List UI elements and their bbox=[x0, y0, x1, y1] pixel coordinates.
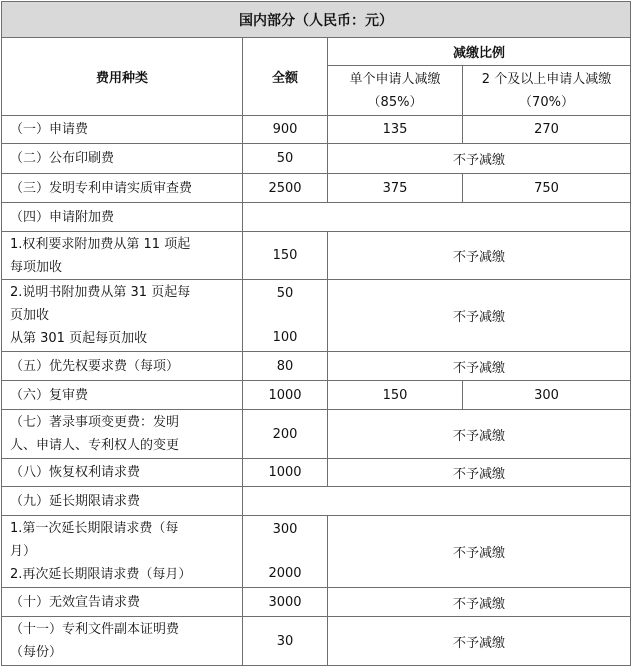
row-category-line1: 2.说明书附加费从第 31 页起每 bbox=[10, 285, 191, 300]
row-category: （五）优先权要求费（每项） bbox=[2, 352, 243, 381]
row-amount: 1000 bbox=[243, 459, 328, 487]
row-category-line2: 每项加收 bbox=[10, 259, 63, 275]
row-category-line2: 月） bbox=[10, 544, 37, 559]
row-category: （三）发明专利申请实质审查费 bbox=[2, 174, 243, 203]
table-row bbox=[2, 144, 631, 174]
row-amount: 200 bbox=[243, 410, 328, 459]
row-multi-reduction: 300 bbox=[463, 381, 631, 410]
row-category-line1: （十一）专利文件副本证明费 bbox=[10, 622, 180, 637]
title-row bbox=[2, 2, 631, 38]
header-single-line1: 单个申请人减缴 bbox=[349, 71, 441, 87]
header-multi-applicant bbox=[463, 66, 631, 116]
no-reduction-cell: 不予减缴 bbox=[328, 352, 631, 381]
row-category: （六）复审费 bbox=[2, 381, 243, 410]
table-row bbox=[2, 410, 631, 459]
row-category bbox=[2, 232, 243, 280]
row-amount: 2500 bbox=[243, 174, 328, 203]
header-single-applicant bbox=[328, 66, 463, 116]
row-category: （十）无效宣告请求费 bbox=[2, 588, 243, 617]
table-row bbox=[2, 459, 631, 487]
row-category bbox=[2, 410, 243, 459]
row-amount: 80 bbox=[243, 352, 328, 381]
fee-table bbox=[1, 1, 631, 666]
table-row bbox=[2, 232, 631, 280]
row-category-line3: 从第 301 页起每页加收 bbox=[10, 331, 148, 346]
no-reduction-cell: 不予减缴 bbox=[328, 459, 631, 487]
row-category bbox=[2, 516, 243, 588]
table-row bbox=[2, 280, 631, 352]
row-amount: 150 bbox=[243, 232, 328, 280]
row-amount bbox=[243, 280, 328, 352]
row-amount: 50 bbox=[243, 144, 328, 174]
row-category: （一）申请费 bbox=[2, 116, 243, 144]
row-category-line1: 1.权利要求附加费从第 11 项起 bbox=[10, 236, 191, 252]
row-single-reduction: 135 bbox=[328, 116, 463, 144]
table-row bbox=[2, 487, 631, 516]
header-reduction: 减缴比例 bbox=[328, 38, 631, 66]
row-single-reduction: 150 bbox=[328, 381, 463, 410]
header-row-1 bbox=[2, 38, 631, 66]
no-reduction-cell: 不予减缴 bbox=[328, 617, 631, 666]
no-reduction-cell: 不予减缴 bbox=[328, 144, 631, 174]
row-amount: 3000 bbox=[243, 588, 328, 617]
header-multi-line1: 2 个及以上申请人减缴 bbox=[481, 71, 612, 87]
row-category: （四）申请附加费 bbox=[2, 203, 243, 232]
header-multi-line2: （70%） bbox=[519, 94, 574, 110]
row-category-line1: （七）著录事项变更费：发明 bbox=[10, 415, 180, 430]
empty-cell bbox=[243, 487, 631, 516]
row-category: （九）延长期限请求费 bbox=[2, 487, 243, 516]
no-reduction-cell: 不予减缴 bbox=[328, 232, 631, 280]
row-category-line2: 人、申请人、专利权人的变更 bbox=[10, 438, 180, 453]
row-multi-reduction: 270 bbox=[463, 116, 631, 144]
table-row bbox=[2, 588, 631, 617]
table-row bbox=[2, 174, 631, 203]
row-amount-bottom: 100 bbox=[272, 330, 298, 345]
table-row bbox=[2, 516, 631, 588]
row-amount-top: 50 bbox=[276, 286, 294, 301]
row-category-line1: 1.第一次延长期限请求费（每 bbox=[10, 521, 179, 536]
header-amount: 全额 bbox=[243, 38, 328, 116]
table-title: 国内部分（人民币：元） bbox=[2, 2, 631, 38]
header-single-line2: （85%） bbox=[367, 94, 423, 110]
row-amount: 30 bbox=[243, 617, 328, 666]
row-category: （二）公布印刷费 bbox=[2, 144, 243, 174]
no-reduction-cell: 不予减缴 bbox=[328, 280, 631, 352]
no-reduction-cell: 不予减缴 bbox=[328, 588, 631, 617]
row-amount-top: 300 bbox=[272, 522, 298, 537]
table-row bbox=[2, 381, 631, 410]
empty-cell bbox=[243, 203, 631, 232]
row-amount bbox=[243, 516, 328, 588]
table-row bbox=[2, 116, 631, 144]
row-category: （八）恢复权利请求费 bbox=[2, 459, 243, 487]
row-multi-reduction: 750 bbox=[463, 174, 631, 203]
table-row bbox=[2, 617, 631, 666]
row-category bbox=[2, 280, 243, 352]
row-amount-bottom: 2000 bbox=[268, 566, 302, 581]
no-reduction-cell: 不予减缴 bbox=[328, 410, 631, 459]
row-amount: 900 bbox=[243, 116, 328, 144]
row-category bbox=[2, 617, 243, 666]
row-category-line2: （每份） bbox=[10, 645, 63, 660]
row-category-line2: 页加收 bbox=[10, 308, 50, 323]
table-row bbox=[2, 352, 631, 381]
table-row bbox=[2, 203, 631, 232]
row-single-reduction: 375 bbox=[328, 174, 463, 203]
row-category-line3: 2.再次延长期限请求费（每月） bbox=[10, 567, 192, 582]
header-category: 费用种类 bbox=[2, 38, 243, 116]
no-reduction-cell: 不予减缴 bbox=[328, 516, 631, 588]
row-amount: 1000 bbox=[243, 381, 328, 410]
